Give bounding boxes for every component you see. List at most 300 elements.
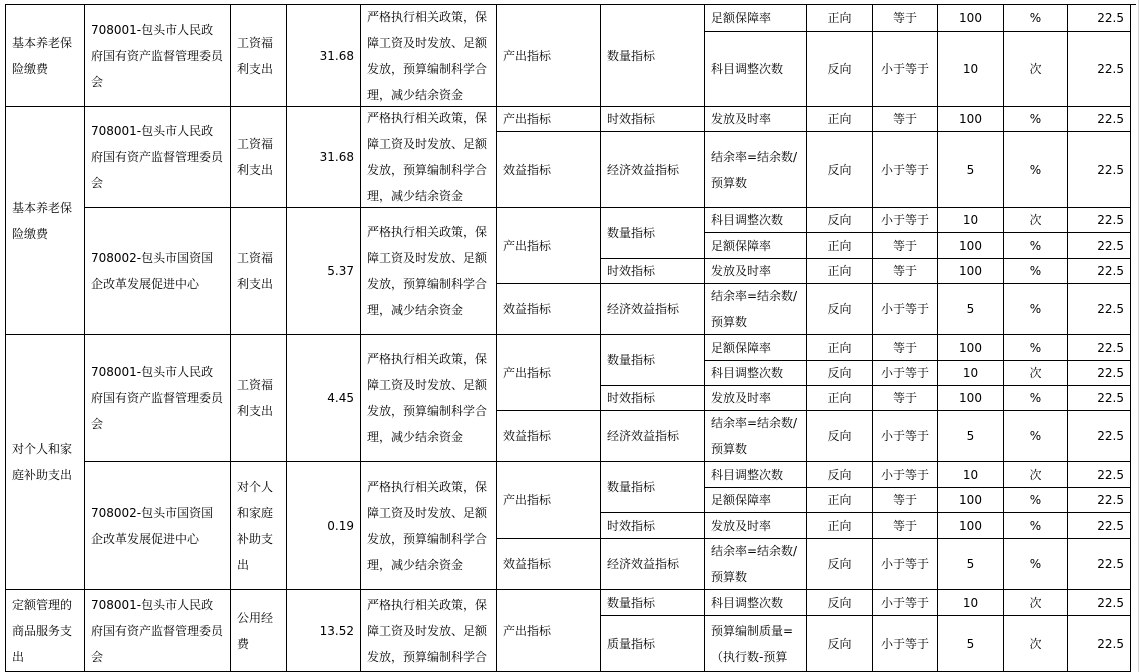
category-cell (5, 335, 85, 590)
direction-text: 反向 (827, 429, 852, 443)
operator-cell (873, 616, 938, 672)
level1-indicator-text: 效益指标 (503, 429, 552, 443)
operator-text: 等于 (892, 264, 917, 278)
category-cell (5, 590, 85, 672)
indicator-name-text: 发放及时率 (711, 264, 772, 278)
direction-text: 正向 (827, 264, 852, 278)
unit-name-cell (85, 5, 231, 107)
measure-unit-text: 次 (1029, 62, 1042, 76)
measure-unit-text: % (1029, 518, 1042, 533)
expense-type-cell (231, 5, 287, 107)
direction-text: 正向 (827, 493, 852, 507)
direction-text: 反向 (827, 366, 852, 380)
operator-text: 小于等于 (880, 213, 929, 227)
indicator-name-cell (705, 386, 807, 411)
operator-text: 小于等于 (880, 467, 929, 482)
expense-type-cell (231, 208, 287, 335)
measure-unit-text: 次 (1029, 366, 1042, 380)
weight-text: 22.5 (1097, 340, 1124, 355)
indicator-name-text: 科目调整次数 (711, 213, 784, 227)
level2-indicator-text: 时效指标 (607, 391, 656, 405)
indicator-name-text: 科目调整次数 (711, 467, 784, 482)
weight-text: 22.5 (1097, 238, 1124, 253)
target-value-text: 10 (962, 213, 979, 227)
measure-unit-text: 次 (1029, 213, 1042, 227)
expense-type-text: 公用经费 (237, 610, 274, 651)
expense-type-text: 对个人和家庭补助支出 (237, 479, 274, 572)
indicator-name-text: 足额保障率 (711, 340, 772, 355)
target-value-cell (938, 539, 1004, 590)
level1-indicator-cell (497, 590, 601, 672)
target-value-text: 10 (962, 366, 979, 380)
weight-text: 22.5 (1097, 636, 1124, 651)
goal-cell (361, 462, 497, 590)
indicator-name-text: 足额保障率 (711, 11, 772, 25)
measure-unit-text: % (1029, 340, 1042, 355)
unit-name-text: 708001-包头市人民政府国有资产监督管理委员会 (91, 597, 224, 664)
category-cell (5, 107, 85, 335)
measure-unit-cell (1004, 386, 1068, 411)
direction-text: 正向 (827, 11, 852, 25)
target-value-text: 100 (959, 238, 982, 253)
operator-text: 小于等于 (880, 302, 929, 316)
weight-text: 22.5 (1097, 366, 1124, 380)
weight-cell (1068, 361, 1131, 386)
goal-text: 严格执行相关政策，保障工资及时发放、足额发放，预算编制科学合理，减少结余资金 (367, 225, 488, 317)
level2-indicator-cell (601, 616, 705, 672)
expense-type-text: 工资福利支出 (237, 251, 274, 291)
level1-indicator-text: 产出指标 (503, 365, 552, 380)
sheet-gridline (1138, 0, 1139, 672)
direction-text: 反向 (827, 636, 852, 651)
direction-cell (807, 616, 873, 672)
goal-cell (361, 208, 497, 335)
indicator-name-text: 科目调整次数 (711, 366, 784, 380)
goal-cell (361, 107, 497, 208)
weight-text: 22.5 (1097, 11, 1124, 25)
weight-cell (1068, 462, 1131, 488)
target-value-cell (938, 284, 1004, 335)
operator-cell (873, 539, 938, 590)
measure-unit-text: % (1029, 302, 1042, 316)
unit-name-cell (85, 590, 231, 672)
measure-unit-cell (1004, 335, 1068, 361)
weight-cell (1068, 335, 1131, 361)
goal-text: 严格执行相关政策，保障工资及时发放、足额发放，预算编制科学合理，减少结余资金 (367, 479, 488, 572)
level2-indicator-cell (601, 386, 705, 411)
target-value-cell (938, 132, 1004, 208)
indicator-name-cell (705, 233, 807, 259)
level2-indicator-cell (601, 513, 705, 539)
measure-unit-cell (1004, 259, 1068, 284)
weight-cell (1068, 590, 1131, 616)
level1-indicator-text: 产出指标 (503, 623, 552, 638)
operator-text: 小于等于 (880, 636, 929, 651)
weight-cell (1068, 616, 1131, 672)
target-value-cell (938, 32, 1004, 107)
level1-indicator-cell (497, 208, 601, 284)
direction-cell (807, 107, 873, 132)
indicator-name-text: 足额保障率 (711, 238, 772, 253)
target-value-text: 5 (966, 557, 975, 571)
direction-text: 反向 (827, 302, 852, 316)
target-value-text: 100 (959, 112, 982, 126)
measure-unit-text: % (1029, 557, 1042, 571)
category-text: 定额管理的商品服务支出 (12, 597, 73, 664)
measure-unit-cell (1004, 361, 1068, 386)
operator-text: 小于等于 (880, 429, 929, 443)
level2-indicator-text: 时效指标 (607, 264, 656, 278)
weight-cell (1068, 132, 1131, 208)
indicator-name-cell (705, 539, 807, 590)
direction-text: 反向 (827, 162, 852, 177)
operator-cell (873, 361, 938, 386)
weight-cell (1068, 5, 1131, 32)
goal-text: 严格执行相关政策，保障工资及时发放、足额发放，预算编制科学合理，减少结余资金 (367, 9, 488, 102)
direction-cell (807, 259, 873, 284)
target-value-text: 5 (966, 429, 975, 443)
indicator-name-text: 结余率=结余数/预算数 (711, 416, 798, 456)
measure-unit-text: % (1029, 238, 1042, 253)
weight-text: 22.5 (1097, 518, 1124, 533)
measure-unit-cell (1004, 5, 1068, 32)
indicator-name-text: 发放及时率 (711, 518, 772, 533)
target-value-text: 100 (959, 493, 982, 507)
unit-name-text: 708002-包头市国资国企改革发展促进中心 (91, 251, 214, 291)
indicator-name-cell (705, 132, 807, 208)
level1-indicator-cell (497, 107, 601, 132)
indicator-name-cell (705, 513, 807, 539)
weight-text: 22.5 (1097, 493, 1124, 507)
direction-cell (807, 132, 873, 208)
measure-unit-text: % (1029, 162, 1042, 177)
amount-cell (287, 208, 361, 335)
level1-indicator-cell (497, 462, 601, 539)
table-top-border (5, 4, 1136, 5)
level2-indicator-cell (601, 284, 705, 335)
expense-type-text: 工资福利支出 (237, 137, 274, 177)
measure-unit-text: % (1029, 493, 1042, 507)
operator-cell (873, 513, 938, 539)
weight-cell (1068, 411, 1131, 462)
indicator-name-cell (705, 335, 807, 361)
amount-text: 31.68 (319, 150, 354, 164)
indicator-name-cell (705, 361, 807, 386)
indicator-name-text: 结余率=结余数/预算数 (711, 544, 798, 584)
target-value-cell (938, 616, 1004, 672)
measure-unit-cell (1004, 488, 1068, 513)
level2-indicator-cell (601, 462, 705, 513)
amount-text: 31.68 (319, 48, 354, 63)
operator-text: 小于等于 (880, 162, 929, 177)
measure-unit-text: 次 (1029, 595, 1042, 610)
operator-cell (873, 488, 938, 513)
direction-cell (807, 386, 873, 411)
target-value-cell (938, 259, 1004, 284)
category-text: 基本养老保险缴费 (12, 200, 73, 241)
unit-name-text: 708002-包头市国资国企改革发展促进中心 (91, 505, 214, 546)
amount-cell (287, 335, 361, 462)
expense-type-text: 工资福利支出 (237, 35, 274, 76)
direction-cell (807, 513, 873, 539)
operator-text: 等于 (892, 340, 917, 355)
level2-indicator-text: 数量指标 (607, 480, 656, 494)
level1-indicator-text: 效益指标 (503, 162, 552, 177)
target-value-cell (938, 361, 1004, 386)
weight-text: 22.5 (1097, 62, 1124, 76)
target-value-text: 100 (959, 11, 982, 25)
indicator-name-text: 发放及时率 (711, 391, 772, 405)
weight-cell (1068, 386, 1131, 411)
level2-indicator-cell (601, 132, 705, 208)
direction-cell (807, 539, 873, 590)
measure-unit-cell (1004, 208, 1068, 233)
target-value-text: 10 (962, 62, 979, 76)
target-value-text: 5 (966, 162, 975, 177)
category-cell (5, 5, 85, 107)
indicator-name-text: 发放及时率 (711, 112, 772, 126)
operator-cell (873, 107, 938, 132)
operator-text: 等于 (892, 11, 917, 25)
measure-unit-cell (1004, 284, 1068, 335)
goal-text: 严格执行相关政策，保障工资及时发放、足额发放，预算编制科学合 (367, 597, 488, 664)
measure-unit-text: % (1029, 11, 1042, 25)
level1-indicator-text: 效益指标 (503, 302, 552, 316)
weight-text: 22.5 (1097, 557, 1124, 571)
target-value-cell (938, 590, 1004, 616)
unit-name-cell (85, 335, 231, 462)
level2-indicator-cell (601, 208, 705, 259)
unit-name-cell (85, 462, 231, 590)
target-value-cell (938, 386, 1004, 411)
target-value-cell (938, 233, 1004, 259)
target-value-text: 100 (959, 391, 982, 405)
level1-indicator-text: 产出指标 (503, 493, 552, 507)
operator-cell (873, 462, 938, 488)
measure-unit-cell (1004, 616, 1068, 672)
measure-unit-cell (1004, 107, 1068, 132)
level2-indicator-text: 数量指标 (607, 48, 656, 63)
level2-indicator-text: 数量指标 (607, 353, 656, 367)
measure-unit-cell (1004, 132, 1068, 208)
operator-text: 小于等于 (880, 366, 929, 380)
expense-type-cell (231, 335, 287, 462)
weight-cell (1068, 233, 1131, 259)
indicator-name-text: 预算编制质量=（执行数-预算 (711, 623, 794, 664)
operator-cell (873, 335, 938, 361)
level1-indicator-cell (497, 284, 601, 335)
indicator-name-cell (705, 32, 807, 107)
amount-cell (287, 462, 361, 590)
indicator-name-cell (705, 208, 807, 233)
weight-text: 22.5 (1097, 112, 1124, 126)
operator-cell (873, 590, 938, 616)
amount-text: 0.19 (327, 518, 354, 533)
unit-name-text: 708001-包头市人民政府国有资产监督管理委员会 (91, 124, 224, 190)
measure-unit-text: 次 (1029, 636, 1042, 651)
category-text: 基本养老保险缴费 (12, 35, 73, 76)
level1-indicator-cell (497, 411, 601, 462)
amount-text: 4.45 (327, 391, 354, 405)
level1-indicator-cell (497, 335, 601, 411)
direction-text: 反向 (827, 62, 852, 76)
measure-unit-text: % (1029, 429, 1042, 443)
level2-indicator-text: 经济效益指标 (607, 429, 680, 443)
direction-cell (807, 361, 873, 386)
operator-cell (873, 386, 938, 411)
weight-cell (1068, 513, 1131, 539)
weight-text: 22.5 (1097, 213, 1124, 227)
operator-cell (873, 5, 938, 32)
measure-unit-cell (1004, 32, 1068, 107)
performance-indicator-table (5, 5, 1136, 672)
target-value-cell (938, 488, 1004, 513)
weight-text: 22.5 (1097, 595, 1124, 610)
level2-indicator-cell (601, 590, 705, 616)
operator-cell (873, 284, 938, 335)
operator-text: 等于 (892, 112, 917, 126)
direction-cell (807, 488, 873, 513)
indicator-name-text: 结余率=结余数/预算数 (711, 149, 798, 190)
operator-text: 小于等于 (880, 595, 929, 610)
weight-text: 22.5 (1097, 264, 1124, 278)
weight-text: 22.5 (1097, 302, 1124, 316)
operator-text: 等于 (892, 518, 917, 533)
amount-cell (287, 107, 361, 208)
indicator-name-cell (705, 411, 807, 462)
target-value-text: 10 (962, 467, 979, 482)
amount-text: 13.52 (319, 623, 354, 638)
weight-cell (1068, 284, 1131, 335)
weight-cell (1068, 259, 1131, 284)
unit-name-cell (85, 208, 231, 335)
indicator-name-text: 科目调整次数 (711, 595, 784, 610)
level2-indicator-text: 经济效益指标 (607, 557, 680, 571)
level2-indicator-text: 时效指标 (607, 112, 656, 126)
level1-indicator-text: 产出指标 (503, 238, 552, 253)
direction-text: 反向 (827, 557, 852, 571)
operator-cell (873, 411, 938, 462)
target-value-text: 100 (959, 264, 982, 278)
weight-text: 22.5 (1097, 429, 1124, 443)
weight-cell (1068, 208, 1131, 233)
target-value-text: 10 (962, 595, 979, 610)
level1-indicator-cell (497, 132, 601, 208)
operator-cell (873, 32, 938, 107)
expense-type-text: 工资福利支出 (237, 378, 274, 418)
measure-unit-text: % (1029, 391, 1042, 405)
measure-unit-text: 次 (1029, 467, 1042, 482)
measure-unit-cell (1004, 462, 1068, 488)
target-value-cell (938, 335, 1004, 361)
unit-name-text: 708001-包头市人民政府国有资产监督管理委员会 (91, 365, 224, 431)
category-text: 对个人和家庭补助支出 (12, 442, 73, 482)
level2-indicator-cell (601, 411, 705, 462)
direction-cell (807, 335, 873, 361)
operator-cell (873, 233, 938, 259)
weight-text: 22.5 (1097, 467, 1124, 482)
level1-indicator-text: 效益指标 (503, 557, 552, 571)
weight-cell (1068, 107, 1131, 132)
level2-indicator-cell (601, 539, 705, 590)
indicator-name-cell (705, 488, 807, 513)
target-value-cell (938, 411, 1004, 462)
indicator-name-cell (705, 616, 807, 672)
operator-text: 小于等于 (880, 557, 929, 571)
measure-unit-cell (1004, 411, 1068, 462)
level2-indicator-text: 时效指标 (607, 518, 656, 533)
direction-cell (807, 590, 873, 616)
level2-indicator-text: 经济效益指标 (607, 162, 680, 177)
direction-text: 正向 (827, 112, 852, 126)
direction-text: 正向 (827, 518, 852, 533)
target-value-cell (938, 513, 1004, 539)
direction-text: 反向 (827, 467, 852, 482)
direction-cell (807, 233, 873, 259)
measure-unit-cell (1004, 539, 1068, 590)
target-value-cell (938, 107, 1004, 132)
weight-cell (1068, 539, 1131, 590)
target-value-cell (938, 208, 1004, 233)
indicator-name-cell (705, 5, 807, 32)
level2-indicator-cell (601, 107, 705, 132)
direction-cell (807, 5, 873, 32)
indicator-name-text: 足额保障率 (711, 493, 772, 507)
goal-text: 严格执行相关政策，保障工资及时发放、足额发放，预算编制科学合理，减少结余资金 (367, 352, 488, 444)
expense-type-cell (231, 107, 287, 208)
level2-indicator-text: 经济效益指标 (607, 302, 680, 316)
measure-unit-text: % (1029, 264, 1042, 278)
target-value-text: 5 (966, 636, 975, 651)
direction-cell (807, 32, 873, 107)
indicator-name-cell (705, 107, 807, 132)
direction-cell (807, 411, 873, 462)
operator-text: 小于等于 (880, 62, 929, 76)
direction-text: 正向 (827, 340, 852, 355)
target-value-text: 5 (966, 302, 975, 316)
indicator-name-text: 结余率=结余数/预算数 (711, 289, 798, 329)
measure-unit-cell (1004, 513, 1068, 539)
expense-type-cell (231, 462, 287, 590)
level1-indicator-text: 产出指标 (503, 48, 552, 63)
indicator-name-cell (705, 462, 807, 488)
goal-text: 严格执行相关政策，保障工资及时发放、足额发放，预算编制科学合理，减少结余资金 (367, 111, 488, 203)
weight-cell (1068, 488, 1131, 513)
indicator-name-cell (705, 590, 807, 616)
amount-cell (287, 5, 361, 107)
target-value-text: 100 (959, 340, 982, 355)
target-value-cell (938, 462, 1004, 488)
indicator-name-text: 科目调整次数 (711, 62, 784, 76)
level2-indicator-cell (601, 259, 705, 284)
level1-indicator-text: 产出指标 (503, 112, 552, 126)
level2-indicator-text: 质量指标 (607, 636, 656, 651)
level2-indicator-cell (601, 335, 705, 386)
level1-indicator-cell (497, 539, 601, 590)
indicator-name-cell (705, 259, 807, 284)
direction-text: 正向 (827, 238, 852, 253)
target-value-cell (938, 5, 1004, 32)
direction-cell (807, 462, 873, 488)
operator-cell (873, 132, 938, 208)
measure-unit-text: % (1029, 112, 1042, 126)
direction-text: 反向 (827, 595, 852, 610)
weight-cell (1068, 32, 1131, 107)
direction-cell (807, 284, 873, 335)
operator-cell (873, 208, 938, 233)
expense-type-cell (231, 590, 287, 672)
amount-cell (287, 590, 361, 672)
